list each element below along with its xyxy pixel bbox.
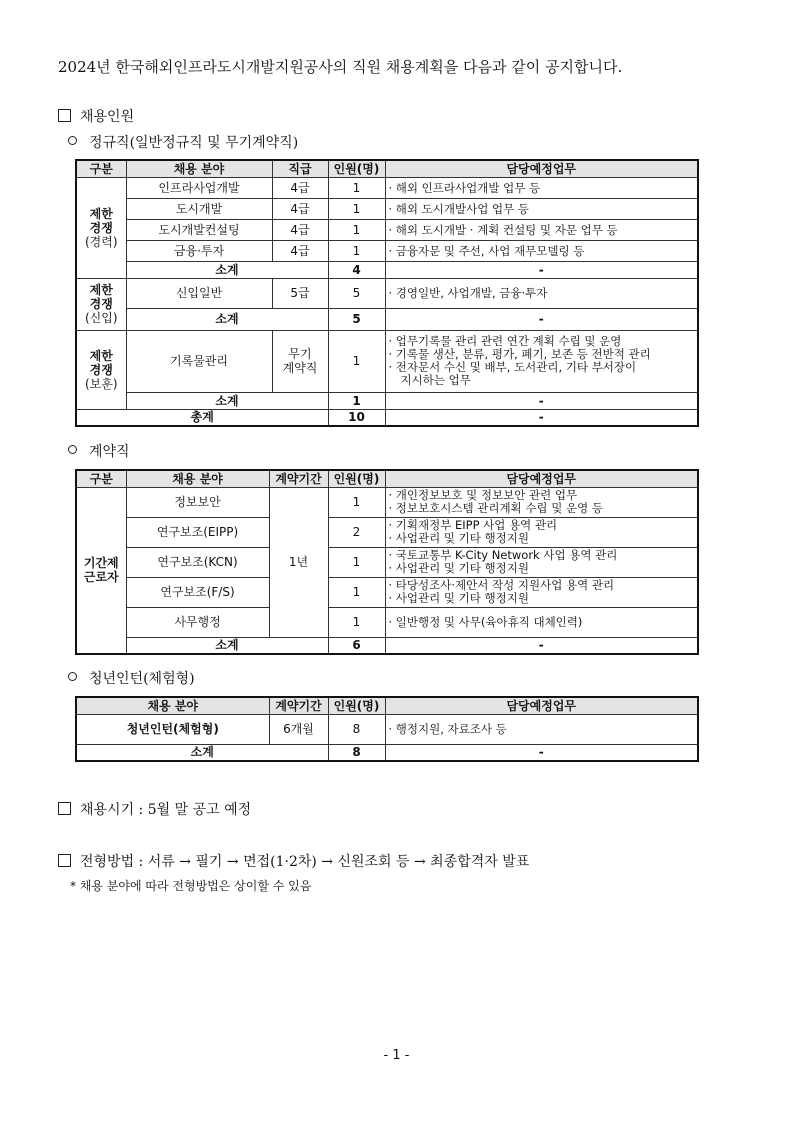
table-row <box>76 547 698 577</box>
header-duty: 담당예정업무 <box>385 697 698 714</box>
table-row <box>76 219 698 240</box>
section-recruit-label: 채용인원 <box>80 109 135 125</box>
subsection-regular-label: 정규직(일반정규직 및 무기계약직) <box>89 135 299 151</box>
table-header-row <box>76 160 698 177</box>
count-cell: 1 <box>328 607 385 637</box>
header-category: 구분 <box>76 160 126 177</box>
subtotal-dash: - <box>385 392 698 409</box>
subtotal-label: 소계 <box>76 744 328 761</box>
duty-cell: · 행정지원, 자료조사 등 <box>385 714 698 744</box>
duty-cell: · 해외 인프라사업개발 업무 등 <box>385 177 698 198</box>
subtotal-dash: - <box>385 308 698 330</box>
subtotal-value: 1 <box>328 392 385 409</box>
count-cell: 1 <box>328 240 385 261</box>
subtotal-row <box>76 392 698 409</box>
duty-cell: · 해외 도시개발 · 계획 컨설팅 및 자문 업무 등 <box>385 219 698 240</box>
subtotal-label: 소계 <box>126 637 328 654</box>
count-cell: 2 <box>328 517 385 547</box>
subsection-contract-label: 계약직 <box>89 444 130 460</box>
field-cell: 청년인턴(체험형) <box>76 714 269 744</box>
subtotal-label: 소계 <box>126 308 328 330</box>
header-count: 인원(명) <box>328 697 385 714</box>
field-cell: 금융·투자 <box>126 240 272 261</box>
regular-staff-table <box>75 159 699 427</box>
subtotal-value: 8 <box>328 744 385 761</box>
intro-text: 2024년 한국해외인프라도시개발지원공사의 직원 채용계획을 다음과 같이 공지합니다. <box>58 58 623 76</box>
table-row <box>76 577 698 607</box>
intern-table <box>75 696 699 762</box>
subtotal-dash: - <box>385 744 698 761</box>
duty-cell: · 타당성조사·제안서 작성 지원사업 용역 관리 · 사업관리 및 기타 행정지원 <box>385 577 698 607</box>
subtotal-dash: - <box>385 637 698 654</box>
subtotal-dash: - <box>385 261 698 278</box>
header-grade: 직급 <box>272 160 328 177</box>
table-row <box>76 330 698 392</box>
header-field: 채용 분야 <box>76 697 269 714</box>
header-duty: 담당예정업무 <box>385 160 698 177</box>
section-process <box>58 851 529 871</box>
duty-cell: · 국토교통부 K-City Network 사업 용역 관리 · 사업관리 및 기타 행정지원 <box>385 547 698 577</box>
field-cell: 도시개발컨설팅 <box>126 219 272 240</box>
subsection-regular <box>68 132 298 152</box>
square-bullet-icon <box>58 802 71 815</box>
subtotal-row <box>76 261 698 278</box>
duty-cell: · 개인정보보호 및 정보보안 관련 업무 · 정보보호시스템 관리계획 수립 및 운영 등 <box>385 487 698 517</box>
total-dash: - <box>385 409 698 426</box>
table-header-row <box>76 697 698 714</box>
table-row <box>76 240 698 261</box>
table-row <box>76 714 698 744</box>
count-cell: 1 <box>328 487 385 517</box>
field-cell: 연구보조(KCN) <box>126 547 269 577</box>
subtotal-label: 소계 <box>126 261 328 278</box>
count-cell: 1 <box>328 198 385 219</box>
group-veteran-label: 제한 경쟁 (보훈) <box>76 330 126 409</box>
duty-cell: · 기획재정부 EIPP 사업 용역 관리 · 사업관리 및 기타 행정지원 <box>385 517 698 547</box>
circle-bullet-icon <box>68 672 77 681</box>
header-field: 채용 분야 <box>126 160 272 177</box>
duty-cell: · 해외 도시개발사업 업무 등 <box>385 198 698 219</box>
count-cell: 1 <box>328 547 385 577</box>
header-category: 구분 <box>76 470 126 487</box>
section-process-label: 전형방법 : 서류 → 필기 → 면접(1·2차) → 신원조회 등 → 최종합격자 발표 <box>80 854 530 870</box>
subsection-contract <box>68 441 130 461</box>
header-period: 계약기간 <box>269 470 328 487</box>
field-cell: 연구보조(EIPP) <box>126 517 269 547</box>
table-row <box>76 177 698 198</box>
grade-cell: 무기 계약직 <box>272 330 328 392</box>
grade-cell: 5급 <box>272 278 328 308</box>
group-career-label: 제한 경쟁 (경력) <box>76 177 126 278</box>
square-bullet-icon <box>58 854 71 867</box>
field-cell: 도시개발 <box>126 198 272 219</box>
field-cell: 정보보안 <box>126 487 269 517</box>
field-cell: 사무행정 <box>126 607 269 637</box>
subtotal-row <box>76 744 698 761</box>
total-row <box>76 409 698 426</box>
grade-cell: 4급 <box>272 240 328 261</box>
field-cell: 연구보조(F/S) <box>126 577 269 607</box>
square-bullet-icon <box>58 109 71 122</box>
table-row <box>76 198 698 219</box>
subtotal-label: 소계 <box>126 392 328 409</box>
header-count: 인원(명) <box>328 160 385 177</box>
table-header-row <box>76 470 698 487</box>
section-timing <box>58 799 251 819</box>
group-new-label: 제한 경쟁 (신입) <box>76 278 126 330</box>
table-row <box>76 517 698 547</box>
header-period: 계약기간 <box>269 697 328 714</box>
subsection-intern <box>68 668 195 688</box>
field-cell: 인프라사업개발 <box>126 177 272 198</box>
count-cell: 1 <box>328 330 385 392</box>
duty-cell: · 금융자문 및 주선, 사업 재무모델링 등 <box>385 240 698 261</box>
field-cell: 신입일반 <box>126 278 272 308</box>
header-count: 인원(명) <box>328 470 385 487</box>
page-number: - 1 - <box>383 1048 410 1063</box>
circle-bullet-icon <box>68 445 77 454</box>
contract-staff-table <box>75 469 699 655</box>
count-cell: 1 <box>328 219 385 240</box>
process-note: * 채용 분야에 따라 전형방법은 상이할 수 있음 <box>70 879 312 893</box>
header-field: 채용 분야 <box>126 470 269 487</box>
section-timing-label: 채용시기 : 5월 말 공고 예정 <box>80 802 252 818</box>
section-recruit <box>58 106 134 126</box>
duty-cell: · 경영일반, 사업개발, 금융·투자 <box>385 278 698 308</box>
subtotal-row <box>76 637 698 654</box>
period-cell: 6개월 <box>269 714 328 744</box>
count-cell: 5 <box>328 278 385 308</box>
total-value: 10 <box>328 409 385 426</box>
subtotal-value: 5 <box>328 308 385 330</box>
period-cell: 1년 <box>269 487 328 637</box>
circle-bullet-icon <box>68 136 77 145</box>
count-cell: 1 <box>328 577 385 607</box>
group-fixed-term-label: 기간제 근로자 <box>76 487 126 654</box>
grade-cell: 4급 <box>272 219 328 240</box>
subsection-intern-label: 청년인턴(체험형) <box>89 671 195 687</box>
header-duty: 담당예정업무 <box>385 470 698 487</box>
count-cell: 8 <box>328 714 385 744</box>
grade-cell: 4급 <box>272 198 328 219</box>
subtotal-value: 4 <box>328 261 385 278</box>
table-row <box>76 607 698 637</box>
total-label: 총계 <box>76 409 328 426</box>
table-row <box>76 487 698 517</box>
duty-cell: · 일반행정 및 사무(육아휴직 대체인력) <box>385 607 698 637</box>
subtotal-row <box>76 308 698 330</box>
count-cell: 1 <box>328 177 385 198</box>
grade-cell: 4급 <box>272 177 328 198</box>
table-row <box>76 278 698 308</box>
duty-cell: · 업무기록물 관리 관련 연간 계획 수립 및 운영 · 기록물 생산, 분류, 평가, 폐기, 보존 등 전반적 관리 · 전자문서 수신 및 배부, 도서관리, 기타 부서장이 지시하는 업무 <box>385 330 698 392</box>
subtotal-value: 6 <box>328 637 385 654</box>
field-cell: 기록물관리 <box>126 330 272 392</box>
